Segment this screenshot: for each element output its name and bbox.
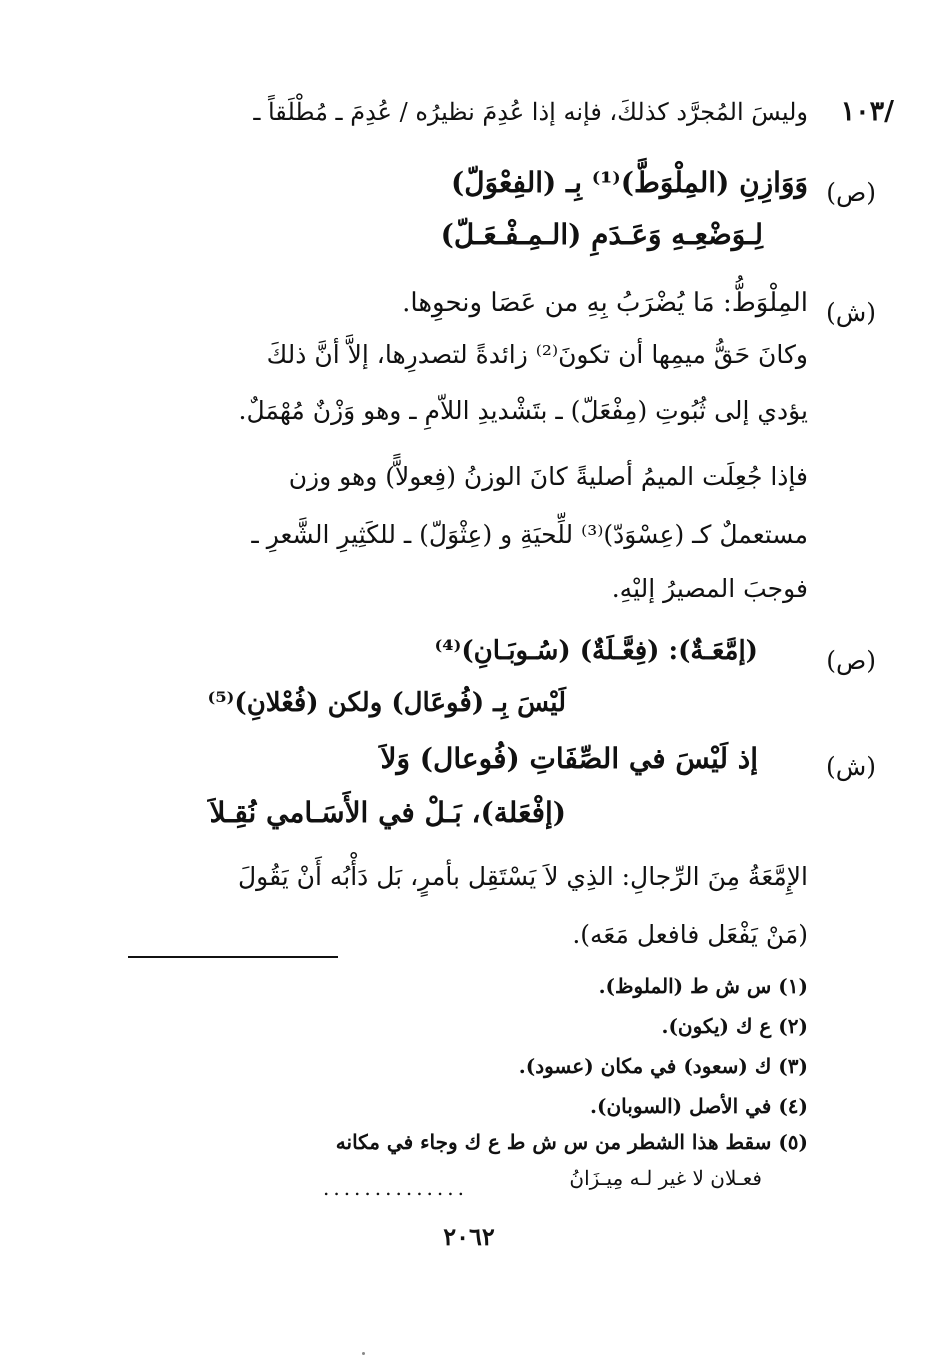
scan-speck — [362, 1352, 365, 1355]
footnote: (٤) في الأصل (السوبان). — [590, 1094, 808, 1118]
footnote-verse: فعـلان لا غير لـه مِيـزَانُ — [569, 1166, 762, 1190]
page-marker: /١٠٣ — [840, 96, 894, 127]
commentary-line: فوجبَ المصيرُ إليْهِ. — [611, 574, 808, 603]
verse-line: (إفْعَلة)، بَـلْ في الأَسَـامي نُقِـلاَ — [209, 796, 566, 829]
commentary-line: فإذا جُعِلَت الميمُ أصليةً كانَ الوزنُ (فِعولاًّ) وهو وزن — [288, 462, 808, 491]
commentary-line: الإِمَّعَةُ مِنَ الرِّجالِ: الذِي لاَ يَسْتَقِل بأمرٍ، بَل دَأْبُه أَنْ يَقُولَ — [237, 862, 808, 891]
verse-line: وَوَازِنِ (المِلْوَطَّ)⁽¹⁾ بِـ (الفِعْوَلّ) — [450, 166, 808, 199]
verse-line: (إمَّعَـةٌ): (فِعَّـلَةٌ) (سُـوبَـانِ)⁽⁴⁾ — [434, 636, 758, 666]
commentary-line: المِلْوَطُّ: مَا يُضْرَبُ بِهِ من عَصَا ونحوِها. — [402, 288, 808, 318]
verse-line: لَيْسَ بِـ (فُوعَال) ولكن (فُعْلانِ)⁽⁵⁾ — [207, 688, 566, 718]
commentary-line: يؤدي إلى ثُبُوتِ (مِفْعَلّ) ـ بتَشْديدِ اللاّمِ ـ وهو وَزْنٌ مُهْمَلٌ. — [238, 396, 808, 425]
commentary-line: وكانَ حَقُّ ميمِها أن تكونَ⁽²⁾ زائدةً لتصدرِها، إلاَّ أنَّ ذلكَ — [266, 340, 808, 369]
verse-line: إذ لَيْسَ في الصِّفَاتِ (فُوعال) وَلاَ — [380, 742, 758, 775]
section-marker-sad: (ص) — [826, 178, 876, 207]
footnote: (١) س ش ط (الملوظ). — [598, 974, 808, 998]
page-number: ٢٠٦٢ — [443, 1222, 495, 1251]
commentary-line: مستعملٌ كـ (عِسْوَدّ)⁽³⁾ للِّحيَةِ و (عِثْوَلّ) ـ للكَثِيرِ الشَّعرِ ـ — [251, 520, 808, 549]
verse-line: لِـوَضْعِـهِ وَعَـدَمِ (الـمِـفْـعَـلّ) — [440, 218, 763, 251]
section-marker-sad: (ص) — [826, 646, 876, 675]
commentary-line: (مَنْ يَفْعَل فافعل مَعَه). — [572, 920, 808, 949]
header-line: وليسَ المُجرَّد كذلكَ، فإنه إذا عُدِمَ نظيرُه / عُدِمَ ـ مُطْلَقاً ـ — [253, 98, 808, 126]
quote-underline — [128, 956, 338, 958]
footnote: (٢) ع ك (يكون). — [661, 1014, 808, 1038]
footnote-dots: .............. — [322, 1176, 468, 1200]
section-marker-shin: (ش) — [825, 298, 876, 327]
footnote: (٥) سقط هذا الشطر من س ش ط ع ك وجاء في مكانه — [335, 1130, 808, 1154]
section-marker-shin: (ش) — [825, 752, 876, 781]
footnote: (٣) ك (سعود) في مكان (عسود). — [518, 1054, 808, 1078]
